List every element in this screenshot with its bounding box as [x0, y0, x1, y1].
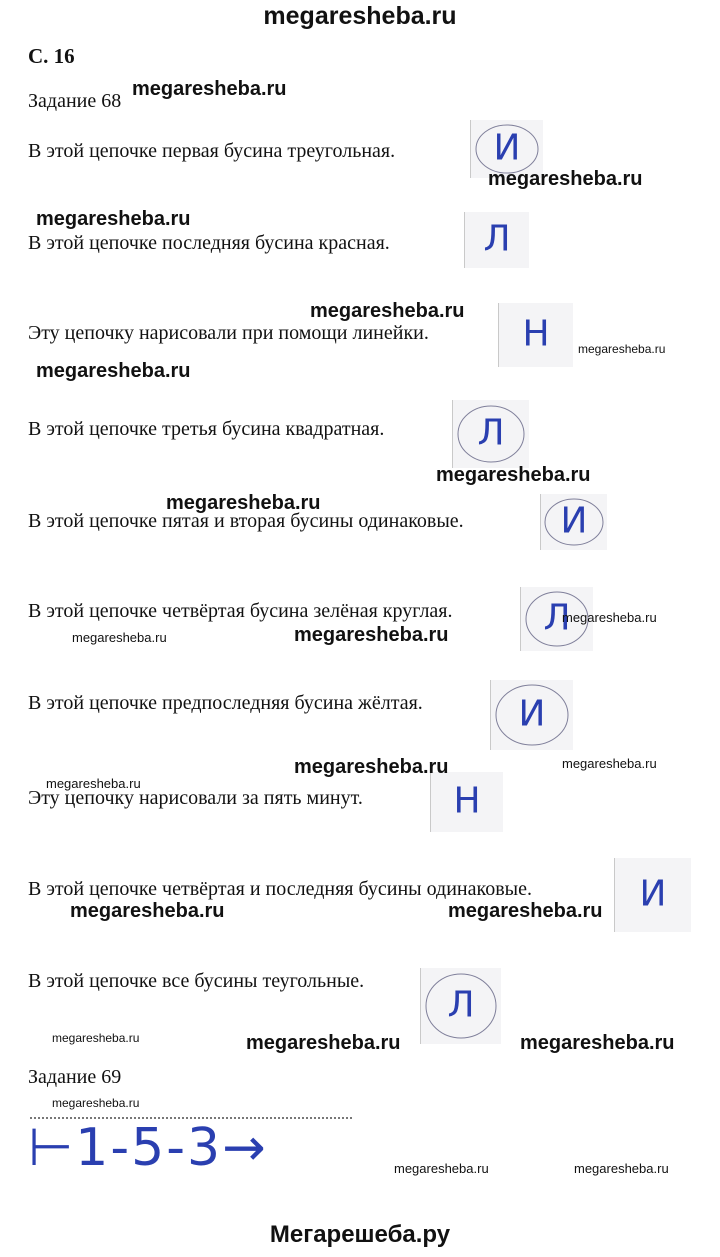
statement-7: В этой цепочке предпоследняя бусина жёлтая.: [28, 692, 423, 714]
page-number: С. 16: [28, 44, 75, 68]
answer-box-10: [420, 968, 501, 1044]
statement-8: Эту цепочку нарисовали за пять минут.: [28, 787, 363, 809]
answer-letter-4: Л: [477, 412, 505, 454]
watermark: megaresheba.ru: [488, 168, 643, 190]
answer-box-4: [452, 400, 529, 468]
answer-box-9: [614, 858, 691, 932]
watermark: megaresheba.ru: [394, 1161, 489, 1176]
answer-letter-6: Л: [543, 597, 571, 639]
watermark: megaresheba.ru: [562, 610, 657, 625]
site-title: megaresheba.ru: [263, 2, 457, 30]
task-68-title: Задание 68: [28, 90, 122, 112]
watermark: megaresheba.ru: [36, 208, 191, 230]
task-69-title: Задание 69: [28, 1066, 122, 1088]
watermark: megaresheba.ru: [448, 900, 603, 922]
watermark: megaresheba.ru: [520, 1032, 675, 1054]
answer-letter-3: Н: [522, 313, 550, 355]
answer-box-2: [464, 212, 529, 268]
watermark: megaresheba.ru: [70, 900, 225, 922]
answer-letter-1: И: [493, 127, 521, 169]
watermark: megaresheba.ru: [36, 360, 191, 382]
watermark: megaresheba.ru: [46, 776, 141, 791]
statement-6: В этой цепочке четвёртая бусина зелёная круглая.: [28, 600, 453, 622]
watermark: megaresheba.ru: [574, 1161, 669, 1176]
answer-letter-10: Л: [447, 984, 475, 1026]
watermark: megaresheba.ru: [578, 342, 666, 356]
statement-5: В этой цепочке пятая и вторая бусины одинаковые.: [28, 510, 464, 532]
watermark: megaresheba.ru: [52, 1031, 140, 1045]
watermark: megaresheba.ru: [246, 1032, 401, 1054]
answer-letter-5: И: [560, 500, 588, 542]
watermark: megaresheba.ru: [72, 630, 167, 645]
watermark: megaresheba.ru: [294, 624, 449, 646]
watermark: megaresheba.ru: [52, 1096, 140, 1110]
answer-box-5: [540, 494, 607, 550]
answer-letter-7: И: [518, 693, 546, 735]
answer-box-8: [430, 772, 503, 832]
statement-3: Эту цепочку нарисовали при помощи линейки.: [28, 322, 429, 344]
answer-letter-8: Н: [453, 780, 481, 822]
answer-letter-9: И: [639, 873, 667, 915]
answer-letter-2: Л: [483, 218, 511, 260]
watermark: megaresheba.ru: [310, 300, 465, 322]
statement-10: В этой цепочке все бусины теугольные.: [28, 970, 365, 992]
statement-4: В этой цепочке третья бусина квадратная.: [28, 418, 385, 440]
statement-9: В этой цепочке четвёртая и последняя бусины одинаковые.: [28, 878, 532, 900]
statement-2: В этой цепочке последняя бусина красная.: [28, 232, 390, 254]
watermark: megaresheba.ru: [132, 78, 287, 100]
answer-box-7: [490, 680, 573, 750]
answer-box-3: [498, 303, 573, 367]
footer-site-name: Мегарешеба.ру: [269, 1221, 451, 1248]
watermark: megaresheba.ru: [294, 756, 449, 778]
watermark: megaresheba.ru: [436, 464, 591, 486]
watermark: megaresheba.ru: [166, 492, 321, 514]
watermark: megaresheba.ru: [562, 756, 657, 771]
handwritten-answer: ⊢1-5-3→: [28, 1118, 268, 1178]
statement-1: В этой цепочке первая бусина треугольная.: [28, 140, 396, 162]
